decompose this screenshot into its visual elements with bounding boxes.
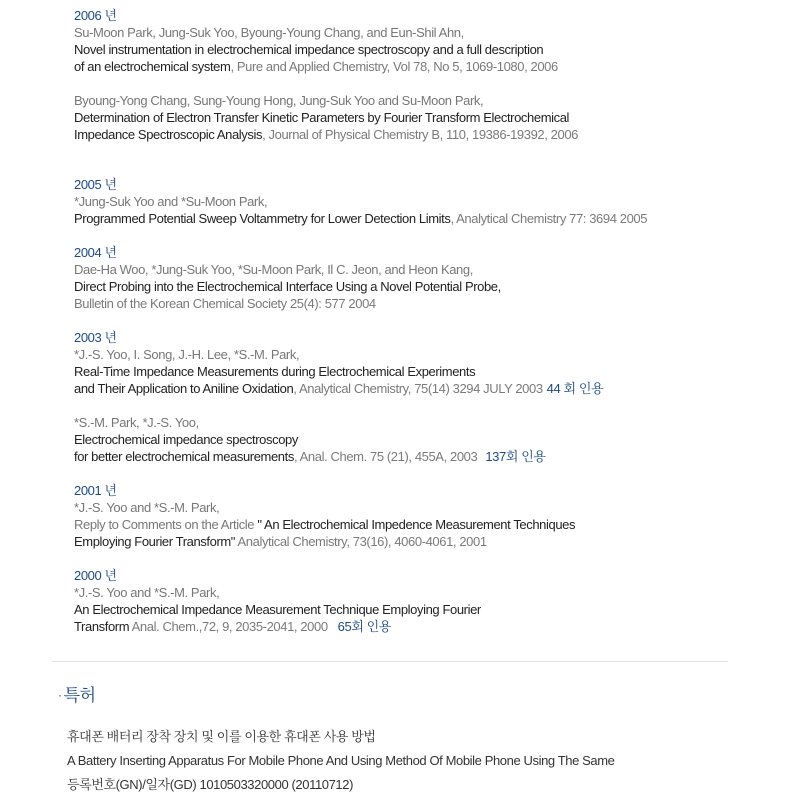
publication-entry — [74, 584, 774, 635]
patent-entry — [67, 725, 615, 797]
entry-title: of an electrochemical system — [74, 59, 231, 74]
entry-authors: *Jung-Suk Yoo and *Su-Moon Park, — [74, 194, 268, 209]
entry-journal: Anal. Chem.,72, 9, 2035-2041, 2000 — [129, 619, 328, 634]
publication-list — [74, 7, 774, 652]
publication-entry — [74, 499, 774, 550]
entry-authors: *J.-S. Yoo and *S.-M. Park, — [74, 585, 220, 600]
publication-entry — [74, 414, 774, 465]
patent-title-english: A Battery Inserting Apparatus For Mobile Phone And Using Method Of Mobile Phone Using The Same — [67, 753, 615, 768]
citation-count-link[interactable]: 137회 인용 — [485, 449, 546, 464]
entry-journal: , Anal. Chem. 75 (21), 455A, 2003 — [293, 449, 478, 464]
year-group-2003 — [74, 329, 774, 465]
entry-journal: Analytical Chemistry, 73(16), 4060-4061, 2001 — [235, 534, 487, 549]
year-group-2001 — [74, 482, 774, 550]
entry-title: Determination of Electron Transfer Kinetic Parameters by Fourier Transform Electrochemical — [74, 110, 570, 125]
year-group-2004 — [74, 244, 774, 312]
entry-title: Real-Time Impedance Measurements during Electrochemical Experiments — [74, 364, 476, 379]
entry-title-suffix: , — [497, 279, 501, 294]
year-group-2000 — [74, 567, 774, 635]
publication-entry — [74, 346, 774, 397]
entry-title: Transform — [74, 619, 130, 634]
entry-authors: Su-Moon Park, Jung-Suk Yoo, Byoung-Young Chang, and Eun-Shil Ahn, — [74, 25, 464, 40]
year-heading: 2003 년 — [74, 330, 117, 345]
entry-journal: , Analytical Chemistry, 75(14) 3294 JULY 2003 — [293, 381, 543, 396]
publication-entry — [74, 24, 774, 75]
entry-title: Impedance Spectroscopic Analysis — [74, 127, 263, 142]
entry-authors: *S.-M. Park, *J.-S. Yoo, — [74, 415, 199, 430]
entry-title: Electrochemical impedance spectroscopy — [74, 432, 298, 447]
entry-title: An Electrochemical Impedance Measurement Technique Employing Fourier — [74, 602, 481, 617]
year-group-2005 — [74, 176, 774, 227]
entry-authors: *J.-S. Yoo and *S.-M. Park, — [74, 500, 220, 515]
patent-title-korean: 휴대폰 배터리 장착 장치 및 이를 이용한 휴대폰 사용 방법 — [67, 729, 376, 744]
entry-title: " An Electrochemical Impedence Measurement Techniques — [254, 517, 576, 532]
publication-entry — [74, 92, 774, 143]
year-group-2006 — [74, 7, 774, 143]
patent-registration: 등록번호(GN)/일자(GD) 1010503320000 (20110712) — [67, 777, 354, 792]
citation-count-link[interactable]: 44 회 인용 — [546, 381, 604, 396]
year-heading: 2006 년 — [74, 8, 117, 23]
entry-title: Employing Fourier Transform" — [74, 534, 236, 549]
entry-title: for better electrochemical measurements — [74, 449, 294, 464]
year-heading: 2004 년 — [74, 245, 117, 260]
entry-authors: Byoung-Yong Chang, Sung-Young Hong, Jung-Suk Yoo and Su-Moon Park, — [74, 93, 484, 108]
section-divider — [52, 661, 728, 662]
entry-journal: Bulletin of the Korean Chemical Society 25(4): 577 2004 — [74, 296, 376, 311]
entry-journal: , Analytical Chemistry 77: 3694 2005 — [450, 211, 648, 226]
entry-title: Novel instrumentation in electrochemical impedance spectroscopy and a full description — [74, 42, 544, 57]
citation-count-link[interactable]: 65회 인용 — [337, 619, 392, 634]
entry-title: and Their Application to Aniline Oxidation — [74, 381, 294, 396]
entry-title: Direct Probing into the Electrochemical Interface Using a Novel Potential Probe — [74, 279, 498, 294]
entry-title: Programmed Potential Sweep Voltammetry for Lower Detection Limits — [74, 211, 451, 226]
entry-authors: Dae-Ha Woo, *Jung-Suk Yoo, *Su-Moon Park, Il C. Jeon, and Heon Kang, — [74, 262, 473, 277]
publication-entry — [74, 193, 774, 227]
entry-authors: *J.-S. Yoo, I. Song, J.-H. Lee, *S.-M. Park, — [74, 347, 300, 362]
bullet-icon: · — [58, 688, 62, 702]
entry-journal: , Journal of Physical Chemistry B, 110, 19386-19392, 2006 — [262, 127, 578, 142]
year-heading: 2000 년 — [74, 568, 117, 583]
publication-entry — [74, 261, 774, 312]
entry-prefix: Reply to Comments on the Article — [74, 517, 255, 532]
entry-journal: , Pure and Applied Chemistry, Vol 78, No 5, 1069-1080, 2006 — [230, 59, 558, 74]
patent-heading-label: 특허 — [63, 686, 96, 705]
year-heading: 2005 년 — [74, 177, 117, 192]
patent-section-heading — [58, 684, 96, 707]
year-heading: 2001 년 — [74, 483, 117, 498]
